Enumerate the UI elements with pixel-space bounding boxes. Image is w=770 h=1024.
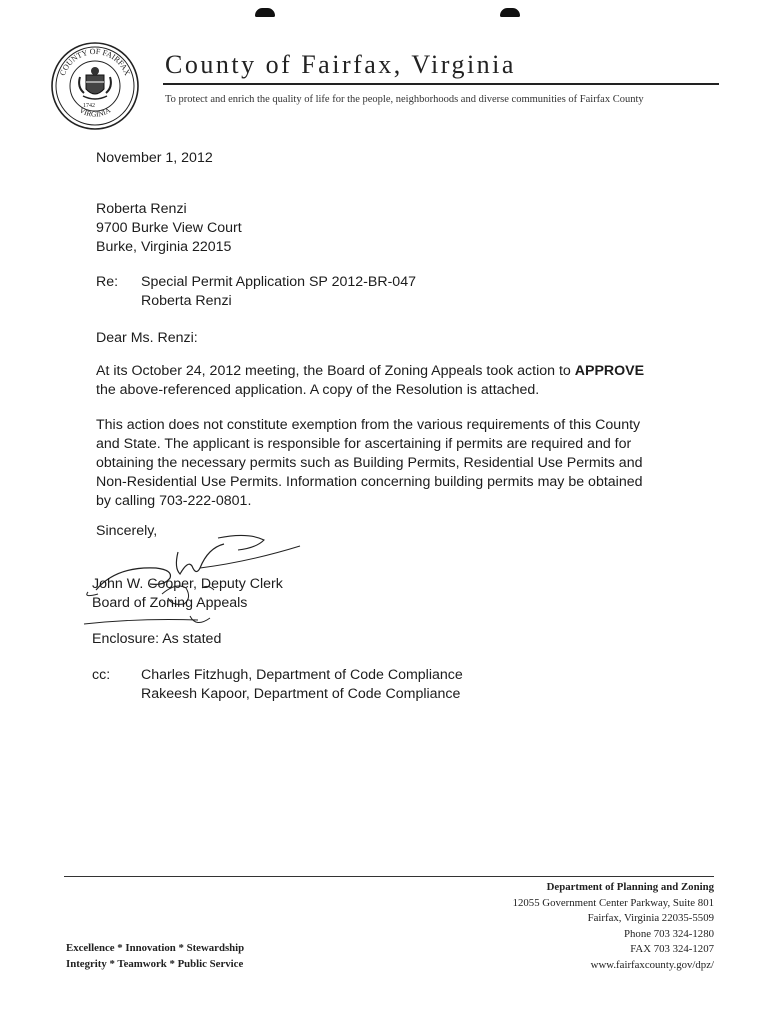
letterhead-title: County of Fairfax, Virginia: [165, 50, 516, 79]
cc-recipient: Charles Fitzhugh, Department of Code Compliance: [141, 667, 463, 683]
paragraph-line: by calling 703-222-0801.: [96, 493, 252, 509]
punch-mark-left: [255, 8, 275, 17]
punch-mark-right: [500, 8, 520, 17]
recipient-street: 9700 Burke View Court: [96, 220, 242, 236]
paragraph-line: This action does not constitute exemption from the various requirements of this County: [96, 417, 641, 433]
paragraph-approval: [96, 362, 644, 400]
paragraph-requirements: [96, 416, 643, 511]
signer-organization: Board of Zoning Appeals: [92, 595, 248, 611]
county-seal: [49, 41, 141, 131]
footer-phone: Phone 703 324-1280: [624, 927, 714, 940]
paragraph-line: obtaining the necessary permits such as Building Permits, Residential Use Permits and: [96, 455, 643, 471]
re-subject-line1: Special Permit Application SP 2012-BR-047: [141, 274, 416, 290]
signer-name: John W. Cooper, Deputy Clerk: [92, 576, 283, 592]
approval-text: At its October 24, 2012 meeting, the Board of Zoning Appeals took action to: [96, 363, 575, 379]
letterhead-tagline: To protect and enrich the quality of life for the people, neighborhoods and diverse communities of Fairfax County: [165, 94, 644, 105]
footer-values-line2: Integrity * Teamwork * Public Service: [66, 958, 244, 970]
cc-label: cc:: [92, 667, 111, 683]
paragraph-approval-line2: the above-referenced application. A copy of the Resolution is attached.: [96, 382, 540, 398]
footer-address2: Fairfax, Virginia 22035-5509: [587, 912, 714, 924]
approval-keyword: APPROVE: [574, 363, 645, 379]
footer-values-line1: Excellence * Innovation * Stewardship: [66, 942, 245, 954]
salutation: Dear Ms. Renzi:: [96, 330, 198, 346]
footer-fax: FAX 703 324-1207: [630, 943, 714, 955]
footer-website: www.fairfaxcounty.gov/dpz/: [590, 958, 714, 971]
footer-rule: [64, 876, 714, 877]
seal-year: 1742: [83, 103, 95, 109]
paragraph-line: and State. The applicant is responsible for ascertaining if permits are required and for: [96, 436, 632, 452]
letterhead-rule: [163, 83, 719, 85]
cc-recipient: Rakeesh Kapoor, Department of Code Compliance: [141, 686, 461, 702]
recipient-address: [96, 200, 242, 257]
signer-block: [92, 575, 283, 613]
closing: Sincerely,: [96, 523, 158, 539]
letter-date: November 1, 2012: [96, 150, 213, 166]
re-subject: [141, 273, 416, 311]
paragraph-line: Non-Residential Use Permits. Information concerning building permits may be obtained: [96, 474, 643, 490]
footer-department: Department of Planning and Zoning: [546, 881, 714, 893]
enclosure-note: Enclosure: As stated: [92, 631, 222, 647]
seal-text-top: COUNTY OF FAIRFAX: [57, 46, 133, 77]
re-subject-line2: Roberta Renzi: [141, 293, 232, 309]
cc-list: [141, 666, 463, 704]
footer-contact: [513, 880, 714, 973]
recipient-city: Burke, Virginia 22015: [96, 239, 232, 255]
paragraph-approval-line1: [96, 362, 644, 381]
re-label: Re:: [96, 274, 119, 290]
footer-values: [66, 940, 244, 972]
recipient-name: Roberta Renzi: [96, 201, 187, 217]
footer-address1: 12055 Government Center Parkway, Suite 801: [512, 896, 714, 909]
seal-text-bottom: VIRGINIA: [77, 105, 113, 119]
